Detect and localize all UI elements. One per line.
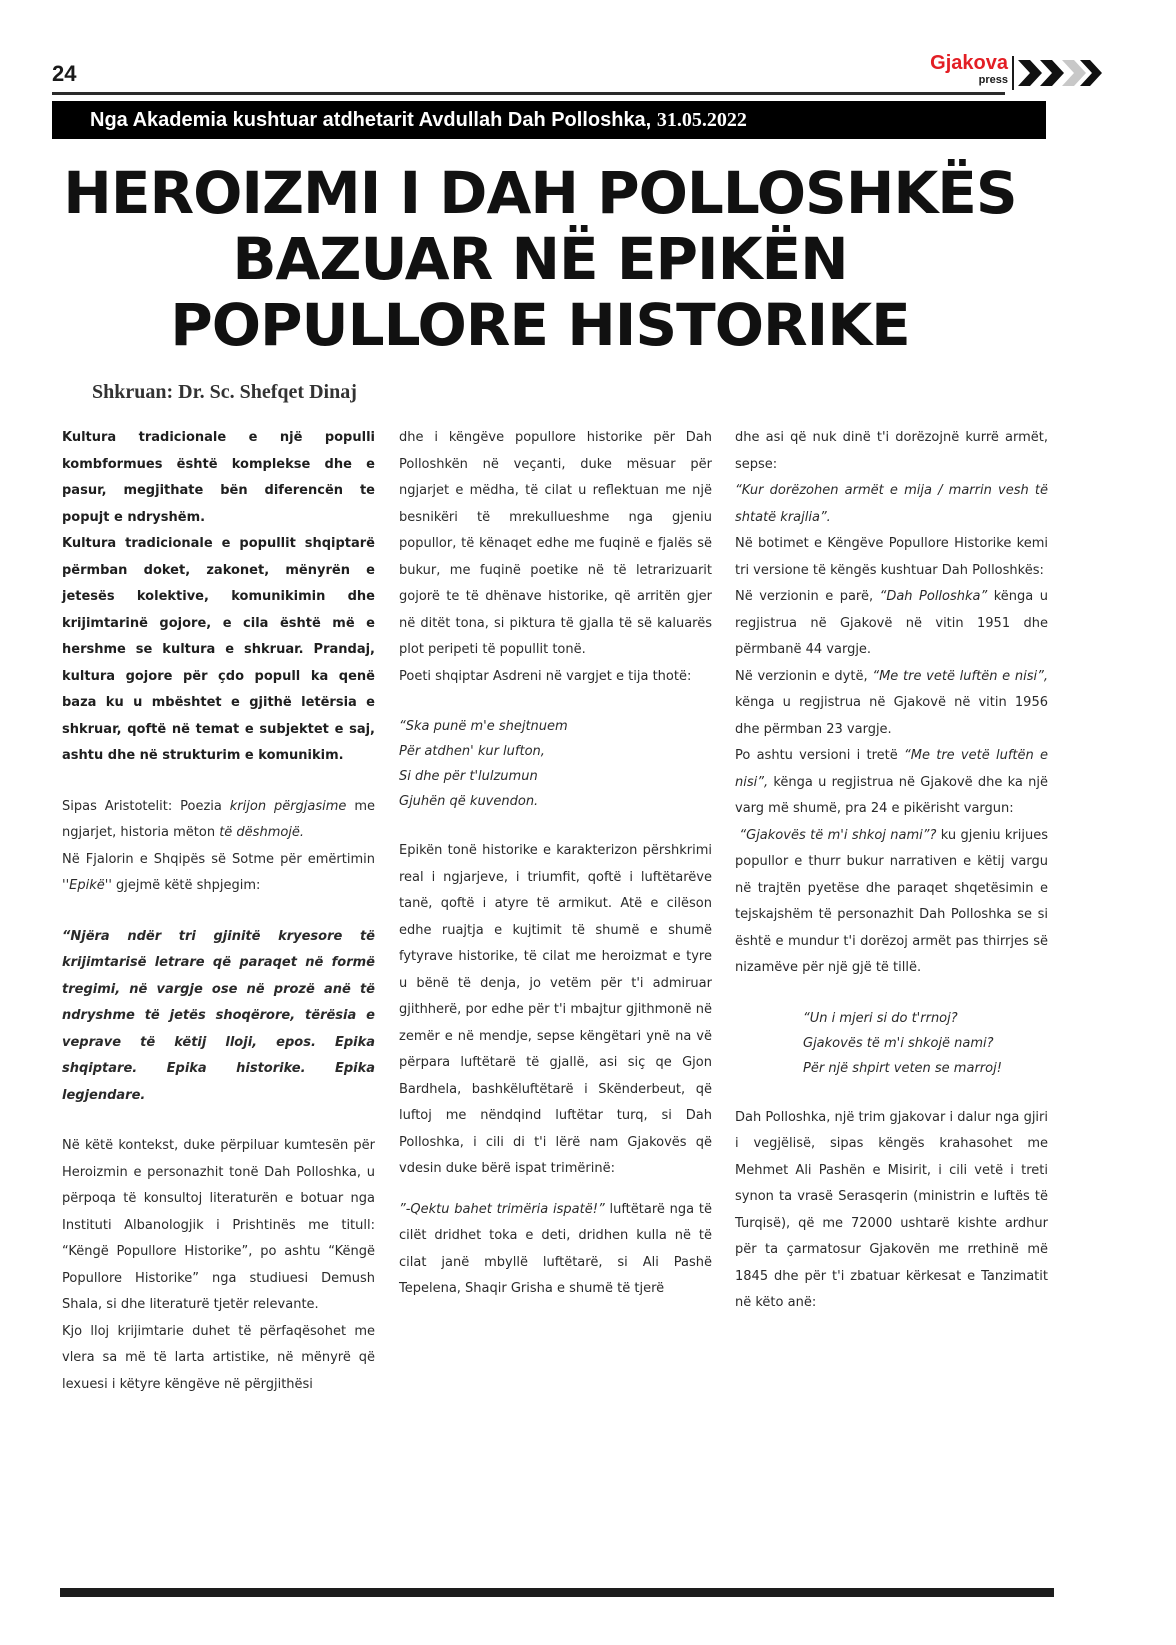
italic-quote: “Gjakovës të m'i shkoj nami”? <box>739 827 937 843</box>
paragraph: dhe i këngëve popullore historike për Dah Polloshkën në veçanti, duke mësuar për ngjarjet e mëdha, të cilat u reflektuan me një besnikëri të mrekullueshme nga gjeniu popullor, të kënaqet edhe me fuqinë e fjalës së bukur, me fuqinë poetike në të letrarizuarit gojorë te të dhënave historike, që arritën gjer në ditët tona, si piktura të gjalla të së kaluarës plot peripeti të popullit tonë. <box>399 430 712 657</box>
text-span: Në verzionin e parë, <box>735 589 880 604</box>
publication-logo <box>892 52 1008 92</box>
song-title: “Me tre vetë luftën e nisi”, <box>735 748 1048 790</box>
logo-divider <box>1012 56 1014 90</box>
section-banner <box>52 101 1046 139</box>
verse-line: Për atdhen' kur lufton, <box>399 744 545 759</box>
text-span: Sipas Aristotelit: Poezia <box>62 798 230 814</box>
text-span: '' gjejmë këtë shpjegim: <box>104 878 261 893</box>
headline-line-1: HEROIZMI I DAH POLLOSHKËS <box>63 159 1017 227</box>
header-rule <box>52 92 1005 95</box>
triple-chevron-right-icon <box>1018 58 1102 88</box>
italic-span: të dëshmojë. <box>219 825 305 840</box>
verse-line: Gjakovës të m'i shkojë nami? <box>803 1035 994 1051</box>
footer-rule <box>60 1588 1054 1597</box>
page-header <box>52 52 1052 96</box>
closing-paragraph: Kjo lloj krijimtarie duhet të përfaqësohet me vlera sa më të larta artistike, në mënyrë që lexuesi i këtyre këngëve në përgjithësi <box>62 1323 375 1392</box>
article-headline <box>20 160 1060 358</box>
intro-paragraph-2: Kultura tradicionale e popullit shqiptarë përmban doket, zakonet, mënyrën e jetesës kolektive, komunikimin dhe krijimtarinë gojore, e cila është më e hershme se kultura e shkruar. Prandaj, kultura gojore për çdo popull ka qenë baza ku u mbështet e gjithë letërsia e shkruar, qoftë në temat e subjektet e saj, ashtu dhe në strukturim e komunikim. <box>62 536 375 763</box>
italic-quote: “Kur dorëzohen armët e mija / marrin vesh të shtatë krajlia”. <box>735 483 1048 525</box>
aristotle-paragraph <box>62 794 375 847</box>
text-span: Në verzionin e dytë, <box>735 668 873 684</box>
verse-line: Për një shpirt veten se marroj! <box>803 1060 1002 1076</box>
paragraph <box>735 478 1048 531</box>
article-column-3 <box>735 425 1048 1317</box>
italic-quote: ”-Qektu bahet trimëria ispatë!” <box>399 1201 605 1217</box>
text-span: kënga u regjistrua në Gjakovë dhe ka një varg më shumë, pra 24 e pikërisht vargun: <box>735 774 1048 816</box>
text-span: me ngjarjet, historia mëton <box>62 798 376 840</box>
banner-title: Nga Akademia kushtuar atdhetarit Avdullah Dah Polloshka, <box>90 109 652 131</box>
dictionary-paragraph <box>62 847 375 900</box>
banner-date: 31.05.2022 <box>656 109 747 131</box>
paragraph: Epikën tonë historike e karakterizon përshkrimi real i ngjarjeve, i triumfit, qoftë i luftëtarëve tanë, qoftë i atyre të armikut. Atë e cilëson edhe ruajtja e kujtimit të shumë e shumë fytyrave historike, të cilat me heroizmat e tyre u bënë të denja, jo vetëm për t'i admiruar gjithherë, por edhe për t'i mbajtur gjithmonë në zemër e në mendje, sepse këngëtari ynë na vë përpara luftëtarë të gjallë, asi siç qe Gjon Bardhela, bashkëluftëtarë i Skënderbeut, që luftoj me nëndqind luftëtar turq, si Dah Polloshka, i cili di t'i lërë nam Gjakovës që vdesin duke bërë ispat trimërinë: <box>399 843 712 1176</box>
intro-paragraph-1: Kultura tradicionale e një populli kombformues është komplekse dhe e pasur, megjithate bën diferencën te popujt e ndryshëm. <box>62 430 375 525</box>
text-span: Në Fjalorin e Shqipës së Sotme për emërtimin '' <box>62 851 375 893</box>
paragraph <box>735 584 1048 664</box>
verse-line: Gjuhën që kuvendon. <box>399 794 539 809</box>
headline-line-2: BAZUAR NË EPIKËN <box>232 225 848 293</box>
paragraph: Poeti shqiptar Asdreni në vargjet e tija thotë: <box>399 668 692 684</box>
author-byline: Shkruan: Dr. Sc. Shefqet Dinaj <box>92 381 357 403</box>
paragraph: Dah Polloshka, një trim gjakovar i dalur nga gjiri i vegjëlisë, sipas këngës krahasohet me Mehmet Ali Pashën e Misirit, i cili vetë i treti synon ta vrasë Serasqerin (ministrin e luftës të Turqisë), që me 72000 ushtarë kishte ardhur për ta çarmatosur Gjakovën me rrethinë më 1845 dhe për t'i zbatuar kërkesat e Tanzimatit në këto anë: <box>735 1109 1048 1310</box>
italic-span: krijon përgjasime <box>229 798 347 814</box>
asdreni-verse <box>399 714 712 814</box>
song-title: “Me tre vetë luftën e nisi”, <box>872 668 1048 684</box>
paragraph: Në botimet e Këngëve Popullore Historike kemi tri versione të këngës kushtuar Dah Polloshkës: <box>735 536 1048 578</box>
logo-main-text: Gjakova <box>930 52 1008 74</box>
verse-line: Si dhe për t'lulzumun <box>399 769 538 784</box>
verse-line: “Ska punë m'e shejtnuem <box>399 719 568 734</box>
page-number: 24 <box>52 61 77 86</box>
text-span: Po ashtu versioni i tretë <box>735 748 905 763</box>
paragraph <box>399 1197 712 1303</box>
context-paragraph: Në këtë kontekst, duke përpiluar kumtesën për Heroizmin e personazhit tonë Dah Polloshka, u përpoqa të konsultoj literaturën e botuar nga Instituti Albanologjik i Prishtinës me titull: “Këngë Popullore Historike”, po ashtu “Këngë Popullore Historike” nga studiuesi Demush Shala, si dhe literaturë tjetër relevante. <box>62 1138 375 1312</box>
text-span: kënga u regjistrua në Gjakovë në vitin 1951 dhe përmbanë 44 vargje. <box>735 589 1048 657</box>
logo-sub-text: press <box>978 74 1008 86</box>
verse-line: “Un i mjeri si do t'rrnoj? <box>803 1010 958 1026</box>
article-column-2 <box>399 425 712 1303</box>
text-span: luftëtarë nga të cilët dridhet toka e deti, dridhen kulla në të cilat janë mbyllë luftëtarë, si Ali Pashë Tepelena, Shaqir Grisha e shumë të tjerë <box>399 1201 712 1296</box>
gjakova-verse <box>735 1006 1048 1081</box>
text-span: ku gjeniu krijues popullor e thurr bukur narrativen e këtij vargu në trajtën pyetëse dhe paraqet shqetësimin e tejskajshëm të personazhit Dah Polloshka se si është e mundur t'i dorëzoj armët pas thirrjes së nizamëve për një gjë të tillë. <box>735 827 1048 975</box>
text-span: kënga u regjistrua në Gjakovë në vitin 1956 dhe përmban 23 vargje. <box>735 695 1048 737</box>
italic-span: Epikë <box>69 878 105 893</box>
paragraph <box>735 664 1048 744</box>
paragraph: dhe asi që nuk dinë t'i dorëzojnë kurrë armët, sepse: <box>735 430 1048 472</box>
banner-text <box>90 109 747 131</box>
paragraph <box>735 823 1048 982</box>
song-title: “Dah Polloshka” <box>879 589 988 604</box>
article-column-1 <box>62 425 375 1398</box>
headline-line-3: POPULLORE HISTORIKE <box>170 291 910 359</box>
definition-paragraph: “Njëra ndër tri gjinitë kryesore të krijimtarisë letrare që paraqet në formë tregimi, në vargje ose në prozë anë të ndryshme të jetës shoqërore, tërësia e veprave të këtij lloji, epos. Epika shqiptare. Epika historike. Epika legjendare. <box>62 928 375 1103</box>
paragraph <box>735 743 1048 823</box>
